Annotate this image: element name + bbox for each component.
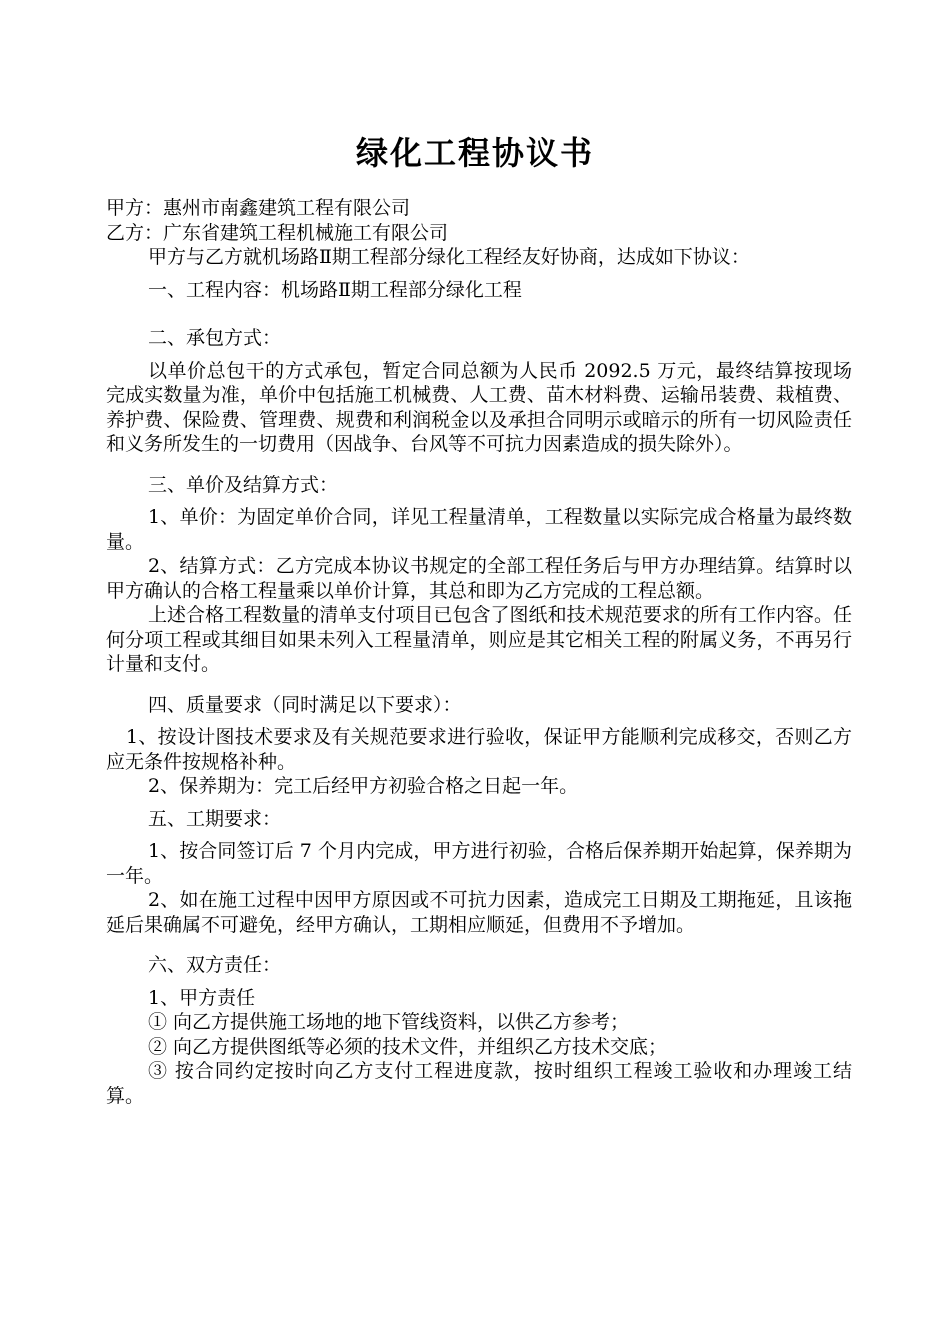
section-5-paragraph-2: 2、如在施工过程中因甲方原因或不可抗力因素，造成完工日期及工期拖延，且该拖延后果确属不可避免，经甲方确认，工期相应顺延，但费用不予增加。: [106, 889, 852, 936]
section-5-paragraph-1: 1、按合同签订后 7 个月内完成，甲方进行初验，合格后保养期开始起算，保养期为一年。: [106, 840, 852, 887]
section-4-paragraph-1: 1、按设计图技术要求及有关规范要求进行验收，保证甲方能顺利完成移交，否则乙方应无条件按规格补种。: [106, 726, 852, 773]
section-1-title: 一、工程内容：: [148, 278, 282, 301]
section-4-heading: 四、质量要求（同时满足以下要求）：: [148, 693, 462, 716]
section-1-heading: [106, 278, 852, 303]
section-1-content: 机场路Ⅱ期工程部分绿化工程: [281, 278, 522, 301]
section-3-heading: 三、单价及结算方式：: [148, 473, 339, 496]
section-3-paragraph-2: 2、结算方式：乙方完成本协议书规定的全部工程任务后与甲方办理结算。结算时以甲方确认的合格工程量乘以单价计算，其总和即为乙方完成的工程总额。: [106, 555, 852, 602]
party-a: 甲方：惠州市南鑫建筑工程有限公司: [106, 197, 411, 219]
section-5-heading: 五、工期要求：: [148, 807, 282, 830]
section-3-paragraph-3: 上述合格工程数量的清单支付项目已包含了图纸和技术规范要求的所有工作内容。任何分项工程或其细目如果未列入工程量清单，则应是其它相关工程的附属义务，不再另行计量和支付。: [106, 604, 852, 675]
party-b: 乙方：广东省建筑工程机械施工有限公司: [106, 221, 449, 244]
section-6-item-1: ① 向乙方提供施工场地的地下管线资料，以供乙方参考；: [148, 1011, 630, 1033]
intro-paragraph: 甲方与乙方就机场路Ⅱ期工程部分绿化工程经友好协商，达成如下协议：: [148, 246, 750, 268]
section-2-heading: 二、承包方式：: [148, 327, 282, 349]
document-title: 绿化工程协议书: [355, 134, 594, 172]
section-6-item-2: ② 向乙方提供图纸等必须的技术文件，并组织乙方技术交底；: [148, 1035, 668, 1058]
section-6-paragraph-1: 1、甲方责任: [148, 986, 256, 1009]
section-2-paragraph: 以单价总包干的方式承包，暂定合同总额为人民币 2092.5 万元，最终结算按现场完成实数量为准，单价中包括施工机械费、人工费、苗木材料费、运输吊装费、栽植费、养护费、保险费、管理费、规费和利润税金以及承担合同明示或暗示的所有一切风险责任和义务所发生的一切费用（因战争、台风等不可抗力因素造成的损失除外）。: [106, 359, 852, 455]
section-6-heading: 六、双方责任：: [148, 954, 282, 976]
section-6-item-3: ③ 按合同约定按时向乙方支付工程进度款，按时组织工程竣工验收和办理竣工结算。: [106, 1060, 852, 1107]
section-4-paragraph-2: 2、保养期为：完工后经甲方初验合格之日起一年。: [148, 775, 579, 797]
section-3-paragraph-1: 1、单价：为固定单价合同，详见工程量清单，工程数量以实际完成合格量为最终数量。: [106, 506, 852, 553]
document-body: [106, 196, 852, 1108]
